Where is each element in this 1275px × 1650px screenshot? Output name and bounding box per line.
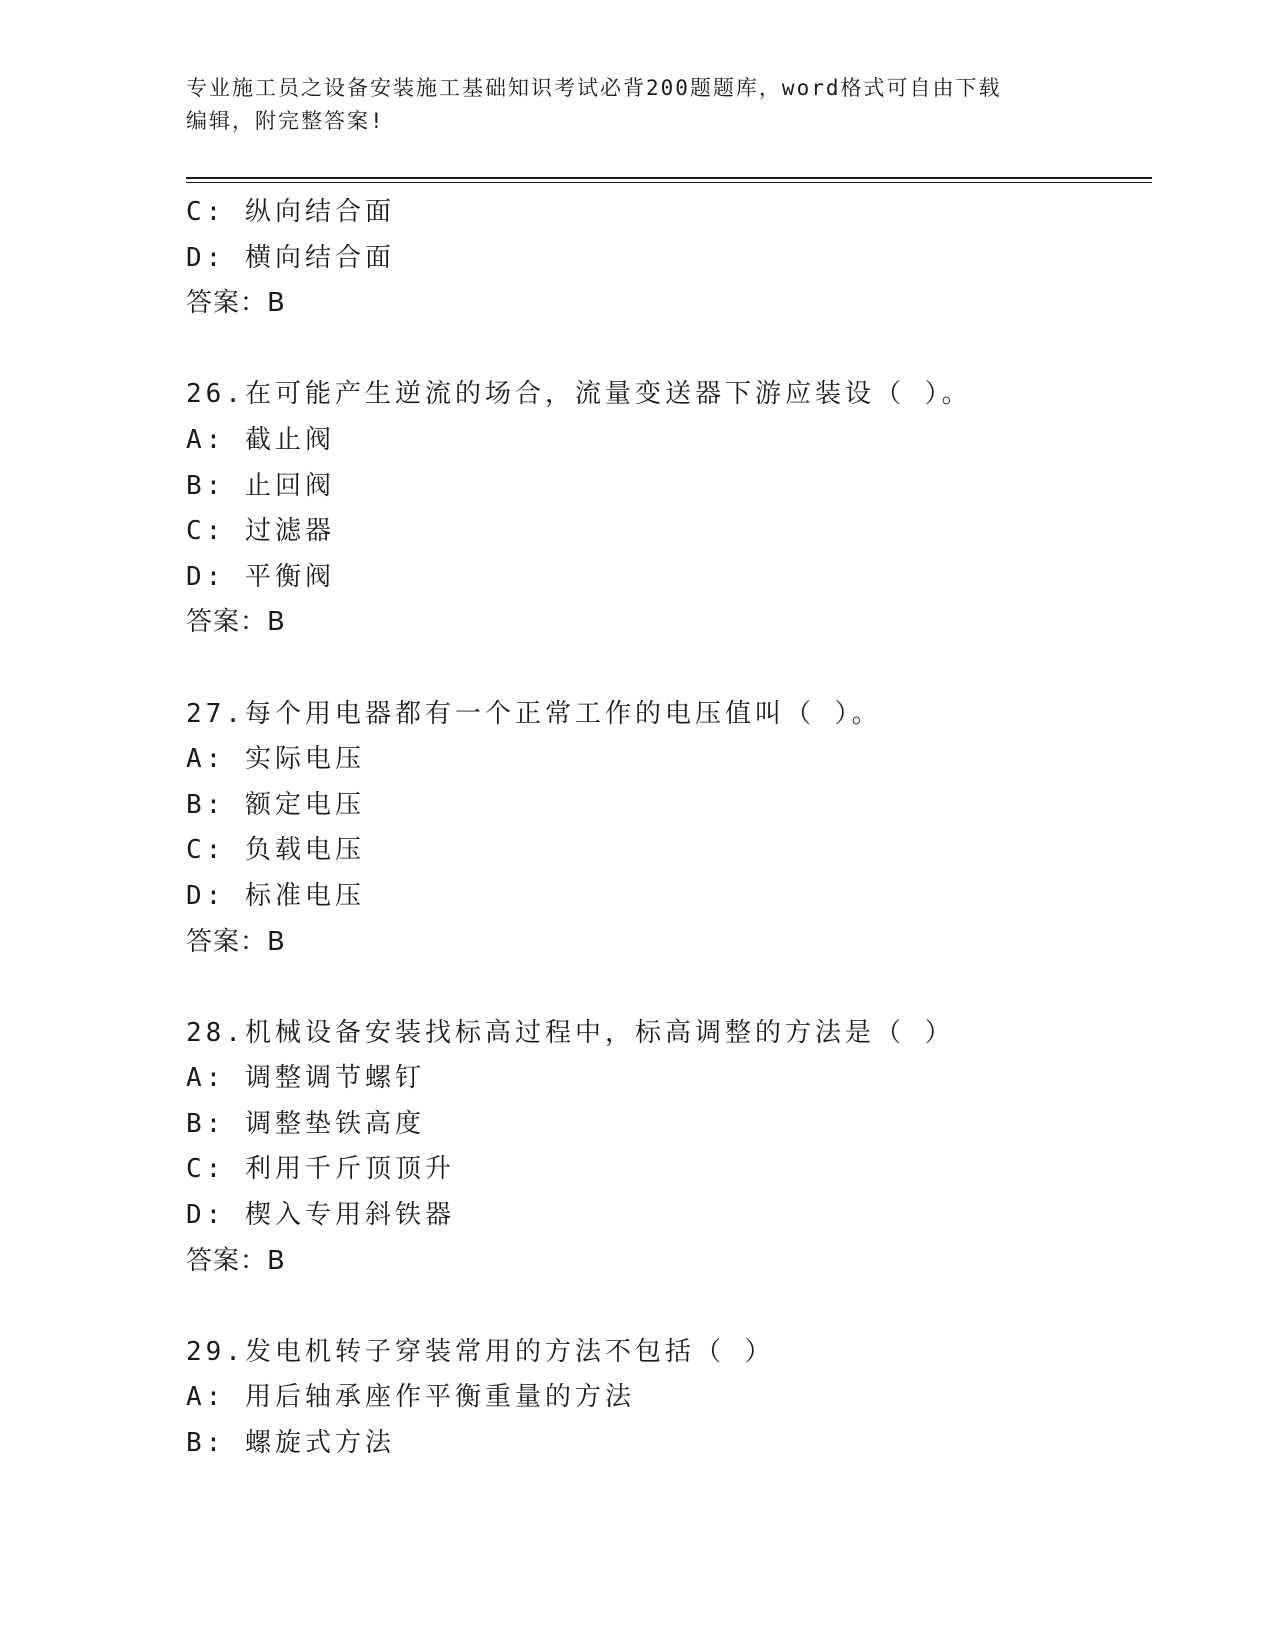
header-divider-thin [186,182,1152,183]
option-a: A: 实际电压 [186,744,365,775]
header-title-line-1: 专业施工员之设备安装施工基础知识考试必背200题题库，word格式可自由下载 [186,76,1002,100]
option-d: D: 横向结合面 [186,242,395,273]
option-c: C: 过滤器 [186,516,335,547]
option-b: B: 止回阀 [186,470,335,501]
question-block-26 [186,372,1152,646]
answer-line: 答案：B [186,926,286,957]
answer-line: 答案：B [186,288,286,319]
option-d: D: 平衡阀 [186,561,335,592]
option-c: C: 负载电压 [186,835,365,866]
question-text: 27.每个用电器都有一个正常工作的电压值叫（ ）。 [186,698,882,729]
option-d: D: 标准电压 [186,880,365,911]
spacer [186,646,1152,692]
spacer [186,327,1152,373]
document-header [186,72,1086,138]
spacer [186,965,1152,1011]
option-b: B: 调整垫铁高度 [186,1108,425,1139]
option-c: C: 纵向结合面 [186,197,395,227]
spacer [186,1284,1152,1330]
question-list [186,190,1152,1467]
header-title-line-2: 编辑，附完整答案! [186,109,385,133]
option-a: A: 用后轴承座作平衡重量的方法 [186,1382,635,1413]
question-block-28 [186,1011,1152,1285]
question-block-27 [186,692,1152,966]
answer-line: 答案：B [186,607,286,638]
question-text: 26.在可能产生逆流的场合，流量变送器下游应装设（ ）。 [186,379,972,410]
question-text: 28.机械设备安装找标高过程中，标高调整的方法是（ ） [186,1017,955,1048]
header-divider-thick [186,177,1152,179]
option-d: D: 楔入专用斜铁器 [186,1200,455,1231]
answer-line: 答案：B [186,1245,286,1276]
question-text: 29.发电机转子穿装常用的方法不包括（ ） [186,1336,775,1367]
question-block-partial [186,190,1152,327]
option-b: B: 螺旋式方法 [186,1428,395,1459]
question-block-29 [186,1330,1152,1467]
option-b: B: 额定电压 [186,789,365,820]
option-c: C: 利用千斤顶顶升 [186,1154,455,1185]
option-a: A: 截止阀 [186,424,335,455]
option-a: A: 调整调节螺钉 [186,1063,425,1094]
